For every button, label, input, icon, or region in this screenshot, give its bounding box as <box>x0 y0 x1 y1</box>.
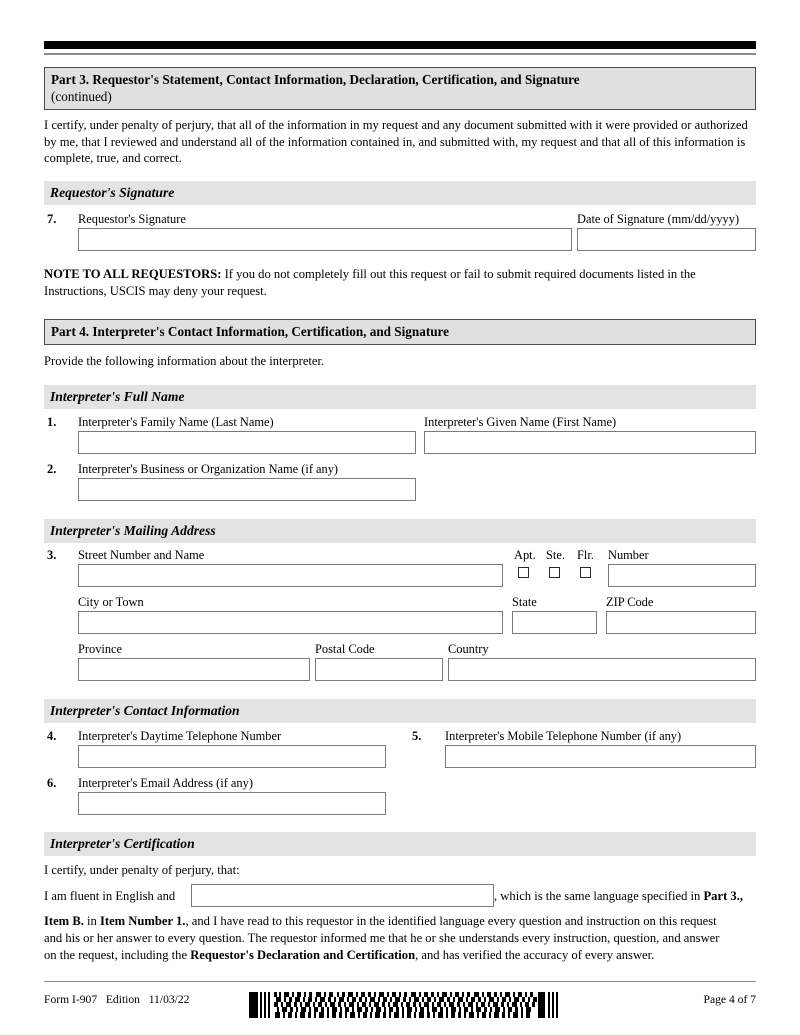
part4-header <box>44 319 756 345</box>
postal-code-label: Postal Code <box>315 642 375 656</box>
province-input[interactable] <box>78 658 310 681</box>
requestors-signature-header: Requestor's Signature <box>44 181 756 205</box>
cert-line2-rest: , and I have read to this requestor in the identified language every question and instruction on this request <box>185 914 717 928</box>
cert-line4-pre: on the request, including the <box>44 948 191 962</box>
city-or-town-input[interactable] <box>78 611 503 634</box>
interpreter-business-name-label: Interpreter's Business or Organization Name (if any) <box>78 462 339 476</box>
certification-line-4 <box>44 947 756 964</box>
daytime-telephone-label: Interpreter's Daytime Telephone Number <box>78 729 282 743</box>
street-number-and-name-input[interactable] <box>78 564 503 587</box>
mobile-telephone-label: Interpreter's Mobile Telephone Number (if any) <box>445 729 682 743</box>
unit-number-input[interactable] <box>608 564 756 587</box>
top-thick-rule <box>44 41 756 49</box>
requestors-signature-input[interactable] <box>78 228 572 251</box>
interpreters-full-name-header: Interpreter's Full Name <box>44 385 756 409</box>
barcode-svg <box>249 992 561 1018</box>
cert-line2-mid: in <box>83 914 100 928</box>
interpreters-contact-information-header: Interpreter's Contact Information <box>44 699 756 723</box>
postal-code-input[interactable] <box>315 658 443 681</box>
part3-header-title: Part 3. Requestor's Statement, Contact Information, Declaration, Certification, and Signature <box>51 72 580 87</box>
item-number-1-reference: Item Number 1. <box>99 914 186 928</box>
pdf417-barcode <box>249 992 561 1018</box>
requestors-signature-label: Requestor's Signature <box>78 212 186 226</box>
edition-label: Edition <box>105 993 140 1006</box>
interpreters-certification-header: Interpreter's Certification <box>44 832 756 856</box>
apt-checkbox[interactable] <box>518 567 529 578</box>
interpreter-family-name-label: Interpreter's Family Name (Last Name) <box>78 415 274 429</box>
email-address-label: Interpreter's Email Address (if any) <box>78 776 253 790</box>
cert-line4-post: , and has verified the accuracy of every answer. <box>415 948 655 962</box>
form-page <box>44 0 756 1035</box>
country-input[interactable] <box>448 658 756 681</box>
edition-date: 11/03/22 <box>148 993 190 1006</box>
certification-line-2 <box>44 913 756 930</box>
email-address-input[interactable] <box>78 792 386 815</box>
certification-intro: I certify, under penalty of perjury, that: <box>44 863 240 877</box>
item-number-4: 4. <box>47 729 57 743</box>
city-or-town-label: City or Town <box>78 595 144 609</box>
fluent-suffix-text: , which is the same language specified in <box>494 889 704 903</box>
footer-rule <box>44 981 756 982</box>
fluent-suffix-line <box>494 889 743 904</box>
item-number-1: 1. <box>47 415 57 429</box>
part3-header-continued: (continued) <box>51 89 112 105</box>
item-number-2: 2. <box>47 462 57 476</box>
item-number-6: 6. <box>47 776 57 790</box>
unit-number-label: Number <box>608 548 649 562</box>
mobile-telephone-input[interactable] <box>445 745 756 768</box>
zip-code-input[interactable] <box>606 611 756 634</box>
form-number: Form I-907 <box>44 993 98 1006</box>
requestors-declaration-reference: Requestor's Declaration and Certification <box>190 948 416 962</box>
top-thin-rule <box>44 53 756 55</box>
interpreters-mailing-address-header: Interpreter's Mailing Address <box>44 519 756 543</box>
part3-reference: Part 3., <box>703 889 743 903</box>
apt-label: Apt. <box>514 548 536 562</box>
item-b-reference: Item B. <box>44 914 84 928</box>
province-label: Province <box>78 642 123 656</box>
note-to-all-requestors <box>44 266 750 299</box>
date-of-signature-input[interactable] <box>577 228 756 251</box>
interpreter-given-name-label: Interpreter's Given Name (First Name) <box>424 415 617 429</box>
item-number-5: 5. <box>412 729 422 743</box>
part3-certify-paragraph: I certify, under penalty of perjury, that all of the information in my request and any document submitted with it were provided or authorized by me, that I reviewed and understand all of the information contained in, and submitted with, my request and that all of this information is complete, true, and correct. <box>44 118 748 166</box>
item-number-7: 7. <box>47 212 57 226</box>
street-number-and-name-label: Street Number and Name <box>78 548 205 562</box>
footer-form-info <box>44 993 189 1006</box>
interpreter-family-name-input[interactable] <box>78 431 416 454</box>
ste-checkbox[interactable] <box>549 567 560 578</box>
interpreter-given-name-input[interactable] <box>424 431 756 454</box>
flr-label: Flr. <box>577 548 594 562</box>
date-of-signature-label: Date of Signature (mm/dd/yyyy) <box>577 212 740 226</box>
note-label: NOTE TO ALL REQUESTORS: <box>44 267 222 281</box>
certification-line-3: and his or her answer to every question. The requestor informed me that he or she understands every instruction, question, and answer <box>44 931 720 945</box>
flr-checkbox[interactable] <box>580 567 591 578</box>
part3-header <box>44 67 756 110</box>
daytime-telephone-input[interactable] <box>78 745 386 768</box>
part4-intro: Provide the following information about the interpreter. <box>44 354 325 368</box>
state-input[interactable] <box>512 611 597 634</box>
note-text: If you do not completely fill out this request or fail to submit required documents listed in the Instructions, USCIS may deny your request. <box>44 267 696 298</box>
zip-code-label: ZIP Code <box>606 595 654 609</box>
country-label: Country <box>448 642 489 656</box>
interpreter-business-name-input[interactable] <box>78 478 416 501</box>
fluent-prefix-text: I am fluent in English and <box>44 889 176 903</box>
fluent-language-input[interactable] <box>191 884 494 907</box>
fluent-language-line <box>44 889 175 904</box>
state-label: State <box>512 595 537 609</box>
ste-label: Ste. <box>546 548 565 562</box>
item-number-3: 3. <box>47 548 57 562</box>
page-number: Page 4 of 7 <box>703 993 756 1006</box>
part4-header-title: Part 4. Interpreter's Contact Information, Certification, and Signature <box>51 324 450 339</box>
